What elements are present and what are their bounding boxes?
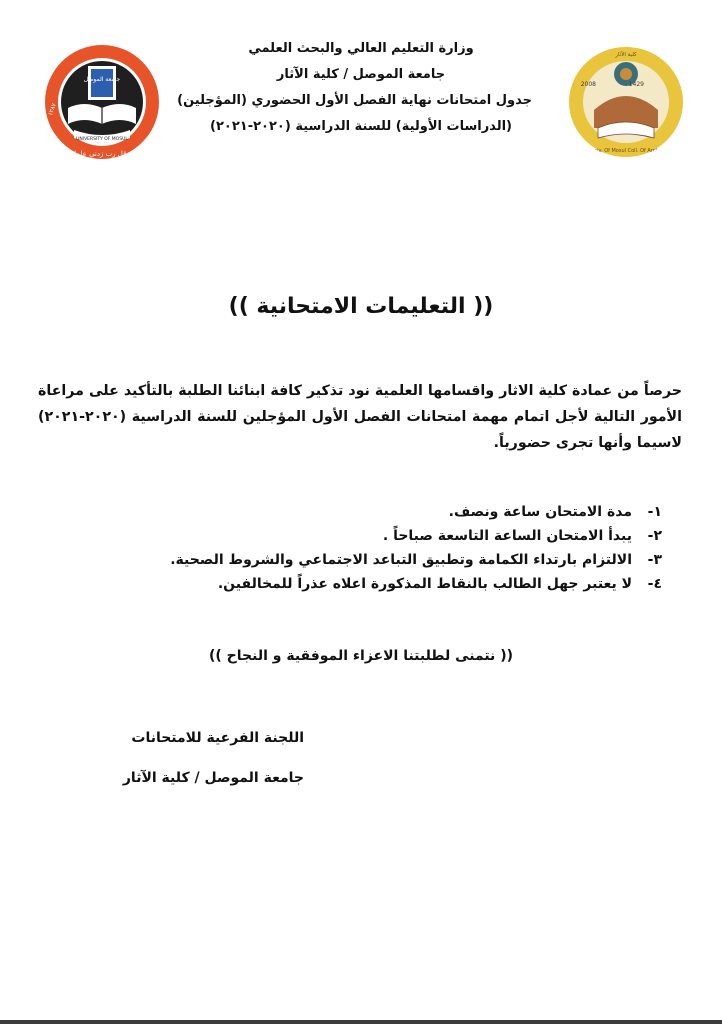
- list-item: [222, 524, 662, 548]
- list-item-text: لا يعتبر جهل الطالب بالنقاط المذكورة اعلاه عذراً للمخالفين.: [217, 576, 632, 592]
- seal-year-right: 1429: [628, 81, 644, 88]
- list-item: [170, 548, 662, 572]
- seal-arabic-text: كلية الآثار: [615, 52, 637, 58]
- list-item-number: ٢-: [647, 528, 662, 544]
- university-of-mosul-seal-icon: [44, 44, 160, 160]
- signature-committee: اللجنة الفرعية للامتحانات: [131, 730, 304, 746]
- college-of-archaeology-seal-icon: [568, 46, 684, 158]
- seal-ribbon-text: UNIVERSITY OF MOSUL: [76, 137, 128, 142]
- intro-paragraph: حرصاً من عمادة كلية الاثار واقسامها العلمية نود تذكير كافة ابنائنا الطلبة بالتأكيد على مراعاة الأمور التالية لأجل اتمام مهمة امتحانات الفصل الأول المؤجلين للسنة الدراسية (٢٠٢٠-٢٠٢١) لاسيما وأنها تجرى حضورياً.: [38, 383, 682, 451]
- document-header: [177, 36, 532, 140]
- closing-wish: (( نتمنى لطلبتنا الاعزاء الموفقية و النجاح )): [209, 648, 513, 664]
- header-university: جامعة الموصل / كلية الآثار: [276, 67, 446, 82]
- list-item-number: ٣-: [647, 552, 662, 568]
- list-item: [217, 572, 662, 596]
- header-ministry: وزارة التعليم العالي والبحث العلمي: [248, 41, 474, 56]
- seal-tower-text: جامعة الموصل: [83, 76, 121, 83]
- signature-block: [123, 718, 304, 798]
- seal-motto: وقل رب زدني علما: [74, 150, 130, 158]
- header-year: (الدراسات الأولية) للسنة الدراسية (٢٠٢٠-٢٠٢١): [210, 119, 512, 134]
- seal-year-left: 2008: [580, 81, 596, 88]
- list-item: [222, 500, 662, 524]
- list-item-text: الالتزام بارتداء الكمامة وتطبيق التباعد الاجتماعي والشروط الصحية.: [170, 552, 632, 568]
- seal-rosette-center: [620, 68, 632, 80]
- list-item-number: ١-: [647, 504, 662, 520]
- header-schedule: جدول امتحانات نهاية الفصل الأول الحضوري (المؤجلين): [177, 93, 532, 108]
- list-item-number: ٤-: [647, 576, 662, 592]
- page-bottom-edge: [0, 1020, 722, 1024]
- seal-ring-text: Univ. Of Mosul Coll. Of Archa: [590, 148, 662, 154]
- list-item-text: يبدأ الامتحان الساعة التاسعة صباحاً .: [382, 528, 632, 544]
- signature-institution: جامعة الموصل / كلية الآثار: [122, 770, 304, 786]
- list-item-text: مدة الامتحان ساعة ونصف.: [448, 504, 632, 520]
- seal-year: ١٣٨٧: [46, 102, 58, 117]
- page-title: (( التعليمات الامتحانية )): [228, 294, 494, 319]
- seal-tower-window: [91, 69, 113, 97]
- instructions-list: [170, 500, 662, 596]
